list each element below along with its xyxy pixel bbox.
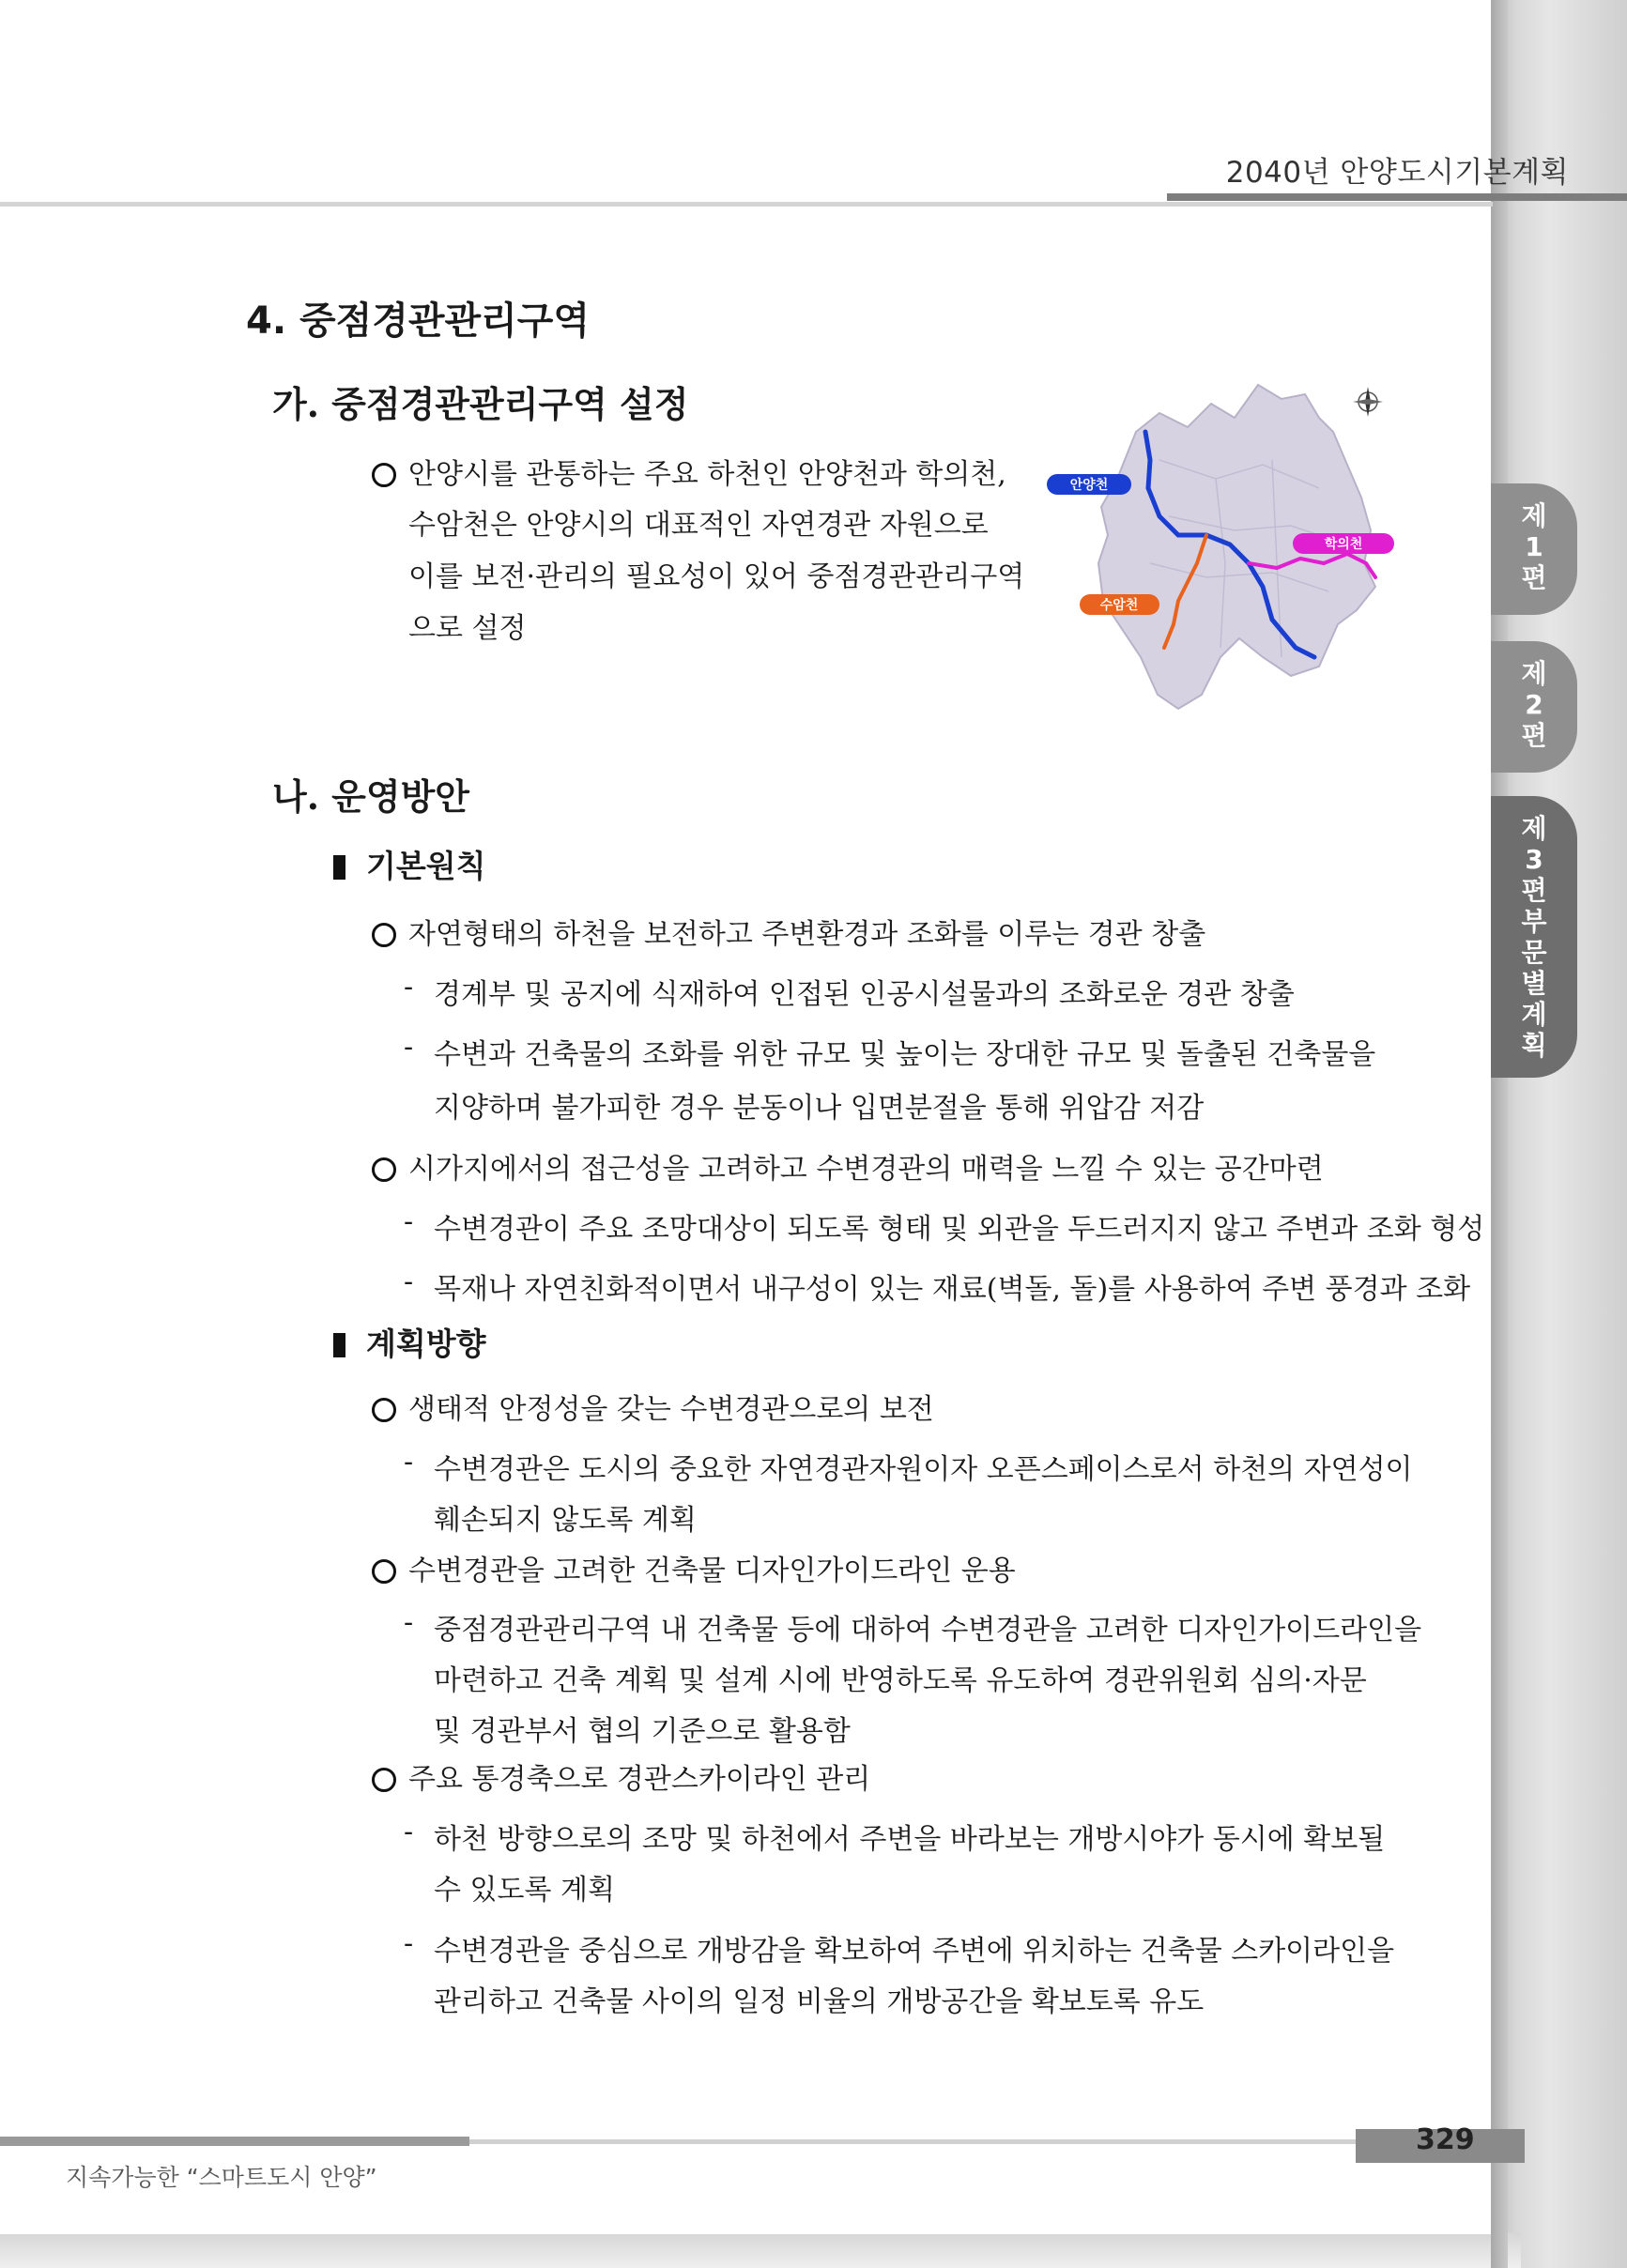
dash-item: 수변경관을 중심으로 개방감을 확보하여 주변에 위치하는 건축물 스카이라인을 <box>434 1935 1395 1968</box>
dash-mark: - <box>404 1927 414 1960</box>
bullet-item: 주요 통경축으로 경관스카이라인 관리 <box>408 1763 871 1796</box>
compass-icon <box>1353 387 1383 417</box>
footer-slogan: 지속가능한 “스마트도시 안양” <box>66 2164 377 2191</box>
header-rule <box>0 202 1493 207</box>
bullet-circle <box>372 1398 396 1422</box>
dash-item-cont: 관리하고 건축물 사이의 일정 비율의 개방공간을 확보토록 유도 <box>434 1985 1205 2018</box>
dash-item: 중점경관관리구역 내 건축물 등에 대하여 수변경관을 고려한 디자인가이드라인을 <box>434 1614 1422 1647</box>
tab-part1-label: 제1편 <box>1521 500 1547 593</box>
page-edge <box>1491 0 1508 2268</box>
dash-item-cont: 지양하며 불가피한 경우 분동이나 입면분절을 통해 위압감 저감 <box>434 1092 1205 1125</box>
dash-item-cont: 및 경관부서 협의 기준으로 활용함 <box>434 1715 851 1748</box>
section-title: 4. 중점경관관리구역 <box>246 299 591 343</box>
label-suam-text: 수암천 <box>1099 598 1139 613</box>
label-hakui <box>1293 533 1394 554</box>
dash-mark: - <box>404 1816 414 1848</box>
page-number: 329 <box>1416 2123 1475 2156</box>
bullet-circle <box>372 1157 396 1182</box>
bullet-circle <box>372 463 396 487</box>
bullet-circle <box>372 923 396 947</box>
subsection-ga-title: 가. 중점경관관리구역 설정 <box>272 383 689 425</box>
ga-line-1: 안양시를 관통하는 주요 하천인 안양천과 학의천, <box>408 458 1006 491</box>
dash-item: 하천 방향으로의 조망 및 하천에서 주변을 바라보는 개방시야가 동시에 확보될 <box>434 1823 1386 1856</box>
dash-mark: - <box>404 1031 414 1064</box>
tab-part2[interactable] <box>1491 641 1577 773</box>
label-suam <box>1080 594 1159 615</box>
dash-item: 목재나 자연친화적이면서 내구성이 있는 재료(벽돌, 돌)를 사용하여 주변 풍경과 조화 <box>434 1273 1471 1306</box>
tab-part3-label: 제3편 부문별 계획 <box>1521 813 1547 1061</box>
dash-mark: - <box>404 1446 414 1479</box>
tab-part3[interactable] <box>1491 796 1577 1078</box>
page-shadow <box>1493 0 1627 2268</box>
dash-mark: - <box>404 1205 414 1238</box>
dash-item: 수변경관이 주요 조망대상이 되도록 형태 및 외관을 두드러지지 않고 주변과 조화 형성 <box>434 1213 1485 1246</box>
dash-mark: - <box>404 1606 414 1639</box>
dash-item: 수변과 건축물의 조화를 위한 규모 및 높이는 장대한 규모 및 돌출된 건축물을 <box>434 1038 1376 1071</box>
dash-mark: - <box>404 1265 414 1298</box>
label-hakui-text: 학의천 <box>1324 537 1363 552</box>
river-map <box>1047 375 1404 723</box>
tab-part2-label: 제2편 <box>1521 658 1547 751</box>
header-rule-accent <box>1167 193 1627 201</box>
bullet-circle <box>372 1768 396 1792</box>
group-heading-plan: 계획방향 <box>333 1320 486 1364</box>
bullet-item: 시가지에서의 접근성을 고려하고 수변경관의 매력을 느낄 수 있는 공간마련 <box>408 1153 1324 1186</box>
ga-line-2: 수암천은 안양시의 대표적인 자연경관 자원으로 <box>408 509 989 542</box>
dash-item-cont: 수 있도록 계획 <box>434 1874 615 1907</box>
ga-line-4: 으로 설정 <box>408 612 527 645</box>
label-anyang <box>1047 474 1131 495</box>
subsection-na-title: 나. 운영방안 <box>272 775 469 818</box>
dash-mark: - <box>404 971 414 1004</box>
bottom-shadow <box>0 2232 1521 2268</box>
bullet-item: 자연형태의 하천을 보전하고 주변환경과 조화를 이루는 경관 창출 <box>408 918 1206 951</box>
header-title: 2040년 안양도시기본계획 <box>1225 156 1569 190</box>
dash-item-cont: 훼손되지 않도록 계획 <box>434 1504 697 1537</box>
bullet-item: 수변경관을 고려한 건축물 디자인가이드라인 운용 <box>408 1555 1016 1587</box>
footer-rule-light <box>469 2139 1356 2144</box>
dash-item-cont: 마련하고 건축 계획 및 설계 시에 반영하도록 유도하여 경관위원회 심의·자문 <box>434 1664 1367 1697</box>
label-anyang-text: 안양천 <box>1069 478 1109 493</box>
tab-part1[interactable] <box>1491 483 1577 615</box>
dash-item: 수변경관은 도시의 중요한 자연경관자원이자 오픈스페이스로서 하천의 자연성이 <box>434 1453 1413 1486</box>
group-heading-basic: 기본원칙 <box>333 842 486 886</box>
bullet-item: 생태적 안정성을 갖는 수변경관으로의 보전 <box>408 1393 934 1426</box>
dash-item: 경계부 및 공지에 식재하여 인접된 인공시설물과의 조화로운 경관 창출 <box>434 978 1295 1011</box>
bullet-circle <box>372 1559 396 1584</box>
footer-rule-dark <box>0 2137 469 2146</box>
ga-line-3: 이를 보전·관리의 필요성이 있어 중점경관관리구역 <box>408 560 1025 593</box>
